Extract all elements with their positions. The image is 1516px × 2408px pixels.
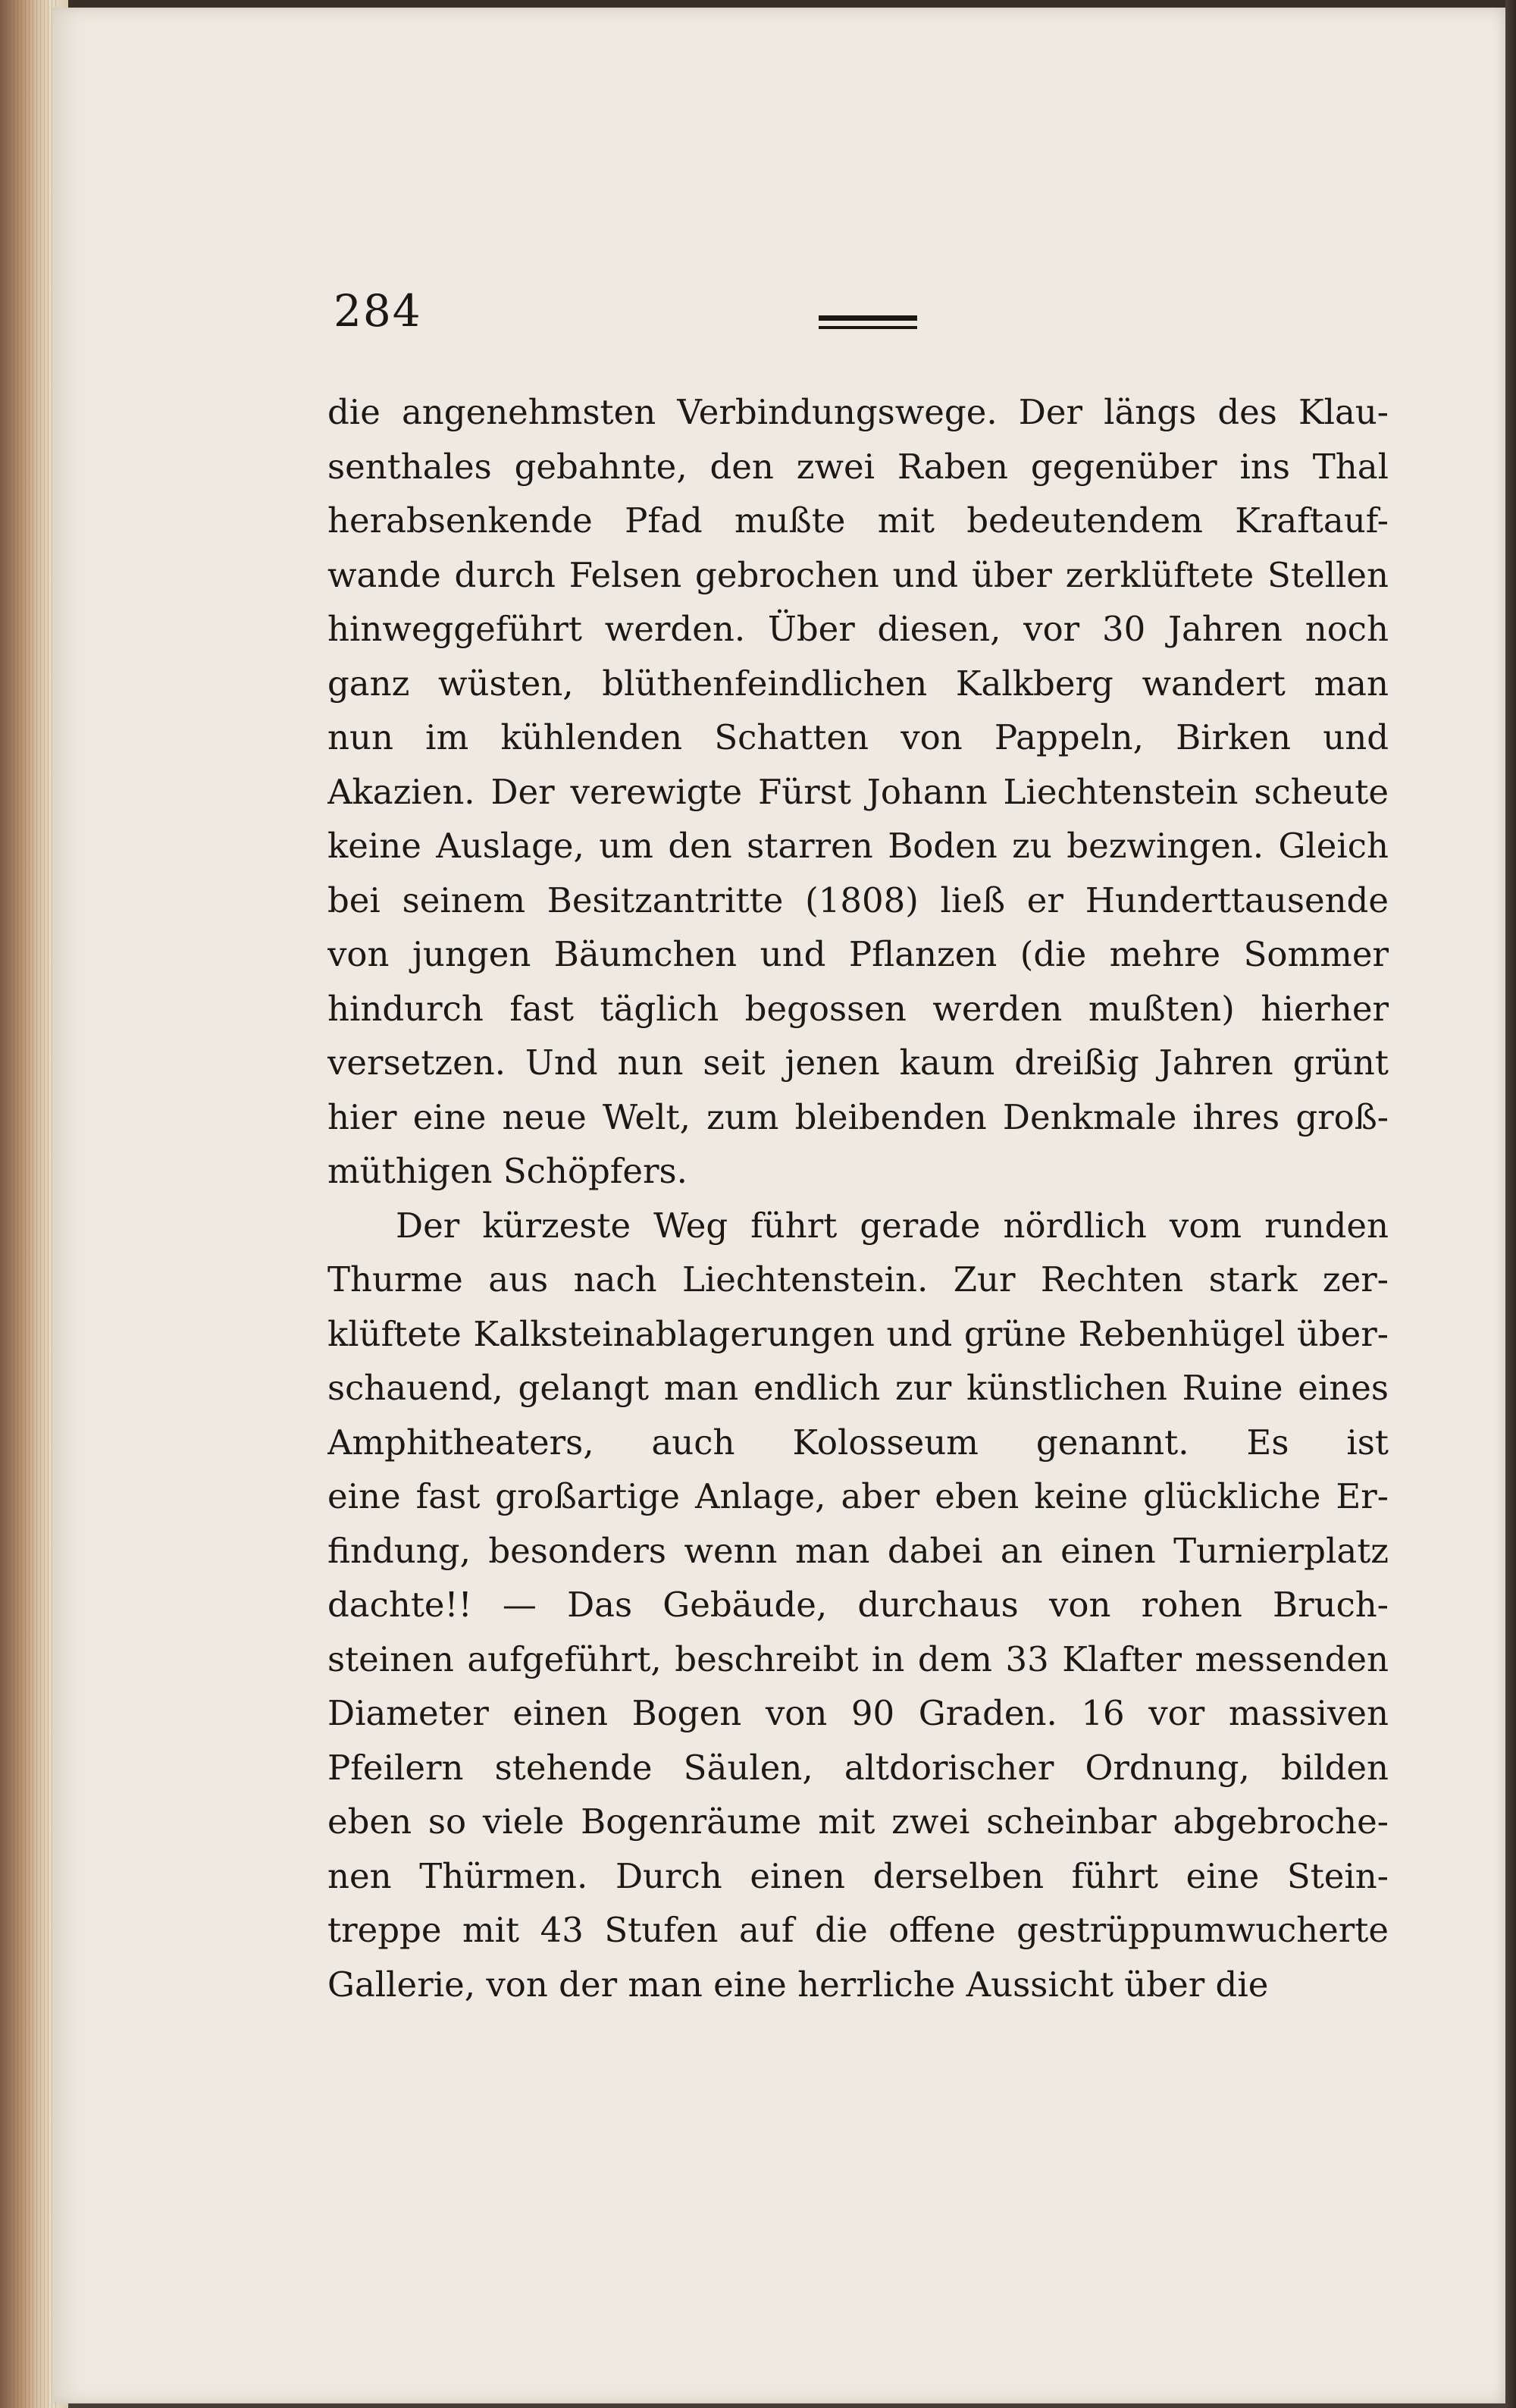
text-line: keine Auslage, um den starren Boden zu bezwingen. Gleich [327,826,1389,866]
paragraph-start-line: Der kürzeste Weg führt gerade nördlich vom runden [396,1205,1389,1246]
text-line: klüftete Kalksteinablagerungen und grüne Rebenhügel über- [327,1313,1389,1354]
text-line: hindurch fast täglich begossen werden mußten) hierher [327,988,1389,1029]
text-line: wande durch Felsen gebrochen und über zerklüftete Stellen [327,554,1389,595]
text-line: findung, besonders wenn man dabei an einen Turnierplatz [327,1530,1389,1571]
body-text [327,385,1389,2011]
text-line: senthales gebahnte, den zwei Raben gegenüber ins Thal [327,446,1389,487]
text-line: Gallerie, von der man eine herrliche Aussicht über die [327,1964,1269,2005]
text-line: Amphitheaters, auch Kolosseum genannt. Es ist [327,1422,1389,1463]
text-line: treppe mit 43 Stufen auf die offene gestrüppumwucherte [327,1910,1389,1950]
text-line: bei seinem Besitzantritte (1808) ließ er Hunderttausende [327,879,1389,920]
text-line: hinweggeführt werden. Über diesen, vor 30 Jahren noch [327,609,1389,649]
page-number: 284 [334,285,422,337]
text-line: nun im kühlenden Schatten von Pappeln, Birken und [327,717,1389,757]
text-line: herabsenkende Pfad mußte mit bedeutendem Kraftauf- [327,500,1389,541]
text-line: Pfeilern stehende Säulen, altdorischer Ordnung, bilden [327,1747,1389,1788]
text-line: Thurme aus nach Liechtenstein. Zur Rechten stark zer- [327,1259,1389,1300]
text-line: steinen aufgeführt, beschreibt in dem 33 Klafter messenden [327,1638,1389,1679]
text-line: versetzen. Und nun seit jenen kaum dreißig Jahren grünt [327,1043,1389,1083]
text-line: eine fast großartige Anlage, aber eben keine glückliche Er- [327,1476,1389,1516]
page-header [334,285,1395,346]
text-line: schauend, gelangt man endlich zur künstlichen Ruine eines [327,1368,1389,1408]
text-line: von jungen Bäumchen und Pflanzen (die mehre Sommer [327,934,1389,974]
text-line: nen Thürmen. Durch einen derselben führt eine Stein- [327,1855,1389,1896]
paragraph-end-line: müthigen Schöpfers. [327,1151,688,1191]
text-line: eben so viele Bogenräume mit zwei scheinbar abgebroche- [327,1801,1389,1842]
text-line: hier eine neue Welt, zum bleibenden Denkmale ihres groß- [327,1096,1389,1137]
text-line: dachte!! — Das Gebäude, durchaus von rohen Bruch- [327,1585,1389,1625]
text-line: Akazien. Der verewigte Fürst Johann Liechtenstein scheute [327,771,1389,812]
header-double-rule [819,315,917,329]
text-line: Diameter einen Bogen von 90 Graden. 16 vor massiven [327,1693,1389,1733]
book-right-edge [1505,0,1516,2408]
text-line: die angenehmsten Verbindungswege. Der längs des Klau- [327,392,1389,432]
text-line: ganz wüsten, blüthenfeindlichen Kalkberg wandert man [327,663,1389,704]
